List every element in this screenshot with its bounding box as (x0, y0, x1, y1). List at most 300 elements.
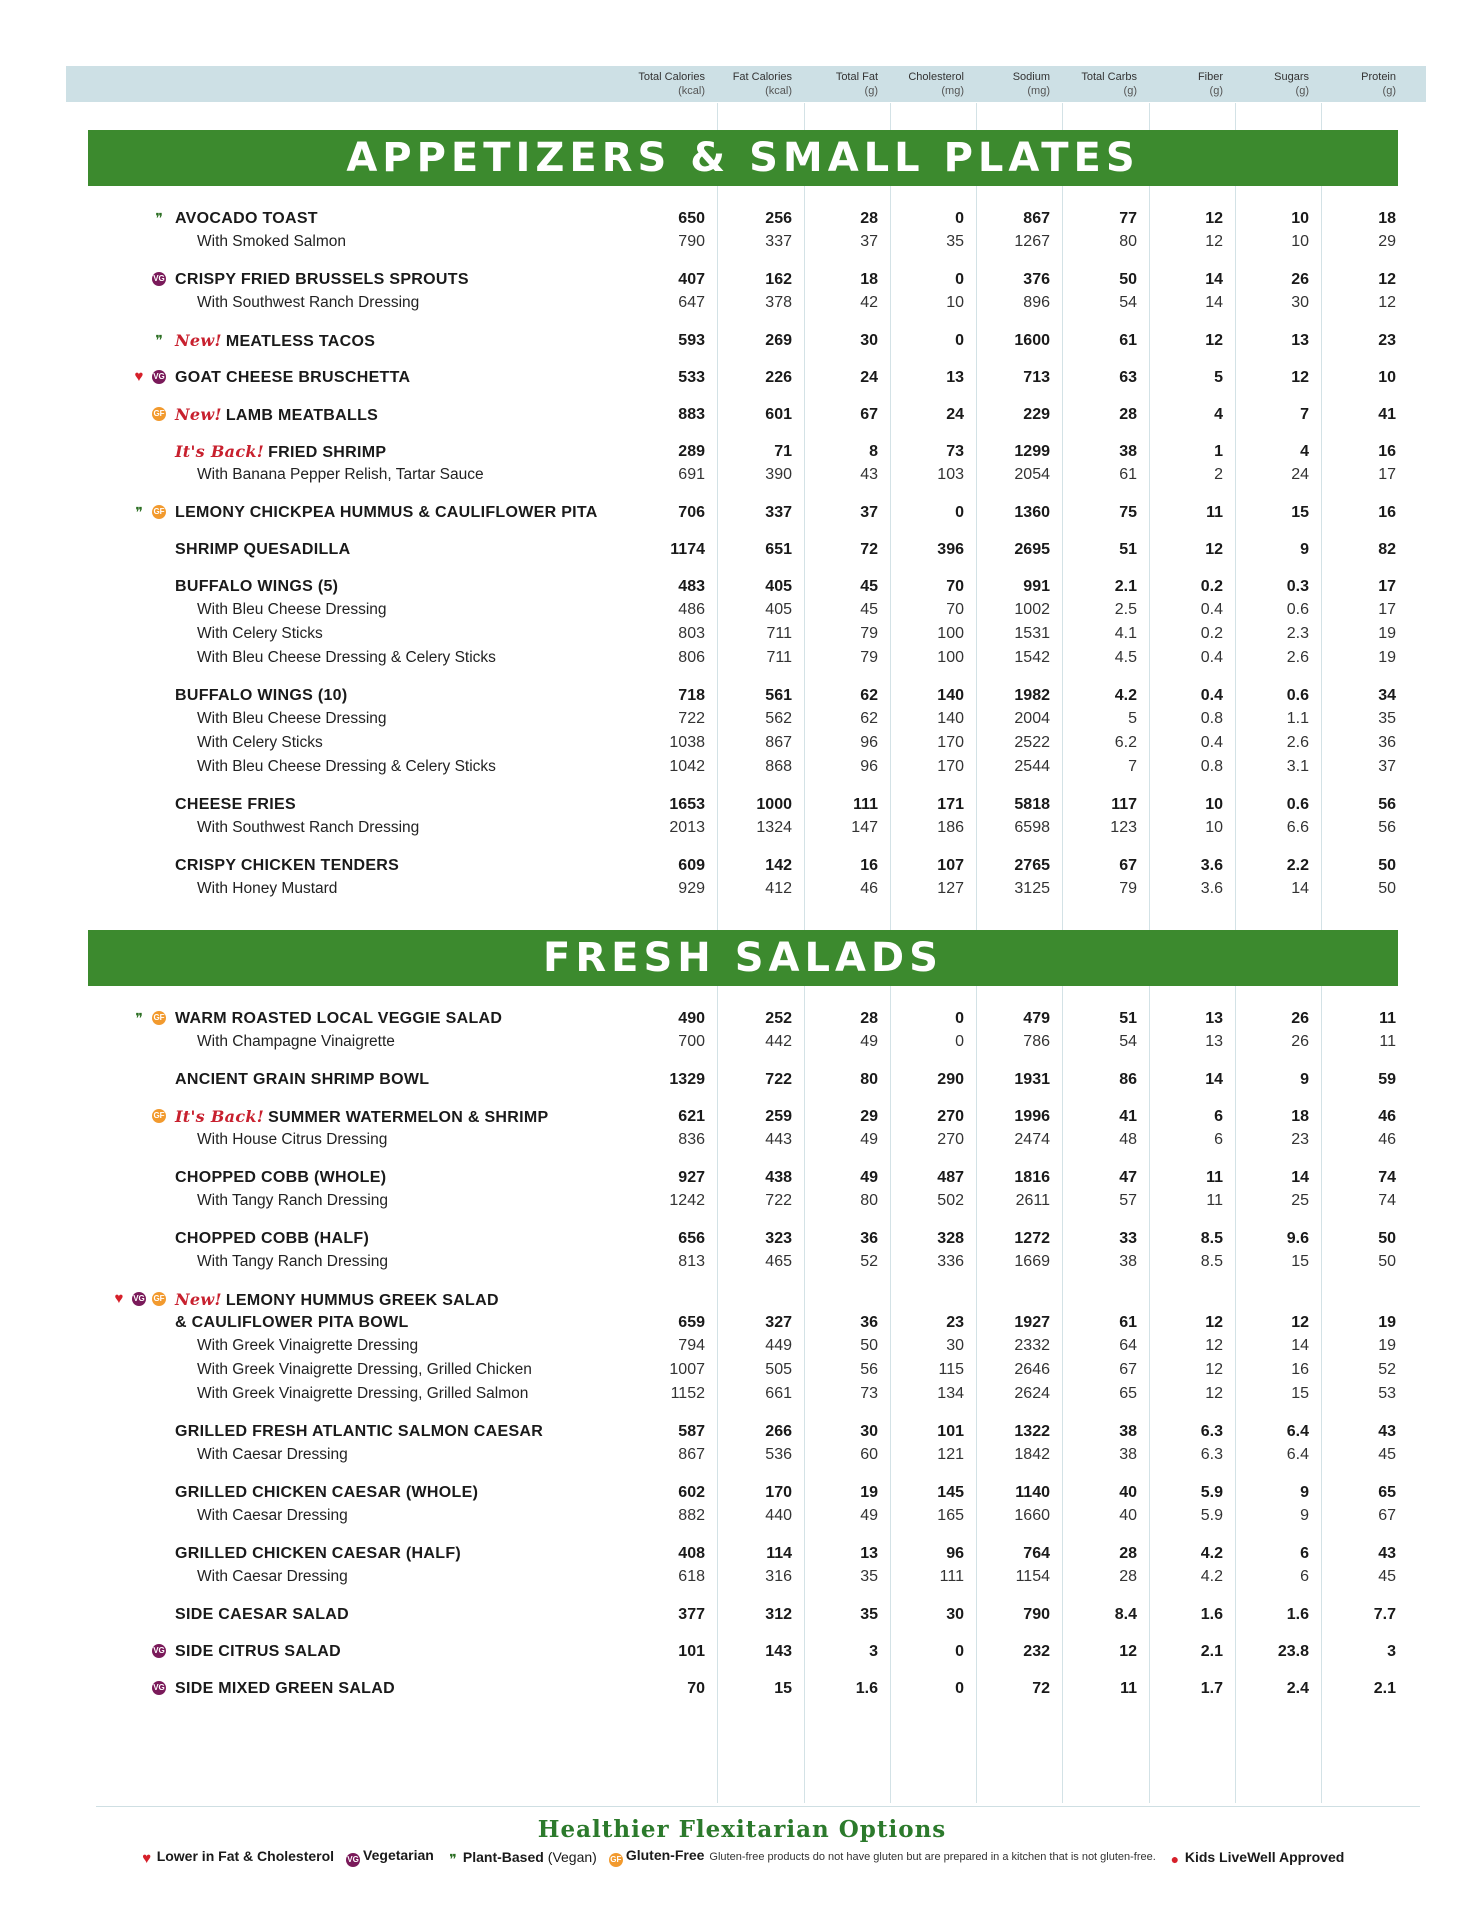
nutrition-value: 25 (1291, 1192, 1309, 1209)
nutrition-value: 11 (1206, 504, 1223, 521)
nutrition-value: 67 (1119, 857, 1137, 874)
nutrition-value: 1329 (669, 1071, 705, 1088)
nutrition-value: 54 (1119, 294, 1137, 311)
nutrition-value: 412 (765, 880, 792, 897)
nutrition-value: 24 (946, 406, 964, 423)
nutrition-value: 289 (678, 443, 705, 460)
item-name-text: SIDE CITRUS SALAD (175, 1643, 341, 1660)
item-name-text: With Caesar Dressing (197, 1446, 348, 1463)
gluten-free-icon: GF (609, 1853, 623, 1867)
nutrition-value: 711 (766, 625, 792, 642)
column-header-label: Cholesterol (908, 71, 964, 83)
nutrition-value: 15 (1291, 1385, 1309, 1402)
nutrition-value: 43 (860, 466, 878, 483)
column-header-label: Fat Calories (732, 71, 792, 83)
legend-item (346, 1847, 434, 1867)
nutrition-value: 312 (765, 1606, 792, 1623)
menu-item-variant-row (0, 1444, 1484, 1466)
nutrition-value: 51 (1119, 1010, 1137, 1027)
nutrition-value: 2054 (1014, 466, 1050, 483)
nutrition-value: 80 (860, 1192, 878, 1209)
nutrition-value: 35 (946, 233, 964, 250)
nutrition-value: 883 (678, 406, 705, 423)
nutrition-value: 186 (937, 819, 964, 836)
nutrition-value: 2765 (1014, 857, 1050, 874)
nutrition-value: 12 (1119, 1643, 1137, 1660)
nutrition-value: 6.4 (1286, 1423, 1309, 1440)
nutrition-value: 23 (946, 1314, 964, 1331)
item-name (175, 1289, 499, 1312)
nutrition-value: 13 (1205, 1033, 1223, 1050)
nutrition-value: 440 (765, 1507, 792, 1524)
item-name (175, 1641, 341, 1663)
item-name-text: SHRIMP QUESADILLA (175, 541, 351, 558)
gluten-free-icon: GF (152, 505, 166, 519)
menu-item-variant-row (0, 756, 1484, 778)
variant-name (197, 817, 419, 839)
nutrition-value: 70 (946, 578, 964, 595)
menu-item-variant-row (0, 231, 1484, 253)
item-name-text: GOAT CHEESE BRUSCHETTA (175, 369, 411, 386)
nutrition-value: 6.4 (1286, 1446, 1309, 1463)
column-header (692, 70, 792, 98)
nutrition-value: 700 (678, 1033, 705, 1050)
item-name (175, 269, 469, 291)
nutrition-value: 1002 (1014, 601, 1050, 618)
nutrition-value: 19 (1378, 1314, 1396, 1331)
nutrition-value: 232 (1023, 1643, 1050, 1660)
nutrition-value: 229 (1023, 406, 1050, 423)
nutrition-value: 79 (860, 649, 878, 666)
nutrition-value: 2.1 (1114, 578, 1137, 595)
nutrition-value: 38 (1119, 1253, 1137, 1270)
nutrition-value: 12 (1205, 541, 1223, 558)
nutrition-value: 52 (1378, 1361, 1396, 1378)
nutrition-value: 786 (1023, 1033, 1050, 1050)
menu-item-row (0, 1008, 1484, 1030)
menu-item-row (0, 1604, 1484, 1626)
nutrition-value: 70 (946, 601, 964, 618)
item-name (175, 539, 350, 561)
nutrition-value: 533 (678, 369, 705, 386)
menu-item-variant-row (0, 599, 1484, 621)
nutrition-value: 316 (765, 1568, 792, 1585)
nutrition-value: 4.2 (1200, 1545, 1223, 1562)
item-name-text: With Caesar Dressing (197, 1568, 348, 1585)
nutrition-value: 86 (1119, 1071, 1137, 1088)
menu-item-variant-row (0, 1251, 1484, 1273)
nutrition-value: 11 (1120, 1680, 1137, 1697)
nutrition-value: 19 (1378, 1337, 1396, 1354)
variant-name (197, 1505, 348, 1527)
item-name-text: With House Citrus Dressing (197, 1131, 388, 1148)
item-name-text: With Bleu Cheese Dressing & Celery Sticks (197, 649, 496, 666)
variant-name (197, 599, 387, 621)
nutrition-value: 483 (678, 578, 705, 595)
item-name-text: With Tangy Ranch Dressing (197, 1253, 388, 1270)
vegetarian-icon: VG (152, 370, 166, 384)
nutrition-value: 28 (860, 1010, 878, 1027)
nutrition-value: 2332 (1014, 1337, 1050, 1354)
nutrition-value: 0.4 (1200, 649, 1223, 666)
variant-name (197, 292, 419, 314)
nutrition-value: 0.3 (1286, 578, 1309, 595)
nutrition-value: 806 (678, 649, 705, 666)
item-name-text: SUMMER WATERMELON & SHRIMP (268, 1109, 549, 1126)
nutrition-value: 991 (1023, 578, 1050, 595)
nutrition-value: 1996 (1014, 1108, 1050, 1125)
nutrition-value: 73 (860, 1385, 878, 1402)
column-header-unit: (g) (1209, 85, 1223, 97)
nutrition-value: 46 (1378, 1131, 1396, 1148)
nutrition-value: 15 (1291, 1253, 1309, 1270)
item-name-text: & CAULIFLOWER PITA BOWL (175, 1314, 409, 1331)
nutrition-value: 23 (1378, 332, 1396, 349)
nutrition-value: 57 (1119, 1192, 1137, 1209)
menu-item-variant-row (0, 1359, 1484, 1381)
nutrition-value: 134 (937, 1385, 964, 1402)
nutrition-value: 79 (1119, 880, 1137, 897)
diet-icons (112, 1292, 172, 1308)
nutrition-value: 4.1 (1114, 625, 1137, 642)
nutrition-value: 61 (1119, 466, 1137, 483)
vegetarian-icon: VG (346, 1853, 360, 1867)
nutrition-value: 38 (1119, 443, 1137, 460)
variant-name (197, 1031, 395, 1053)
nutrition-value: 1 (1214, 443, 1223, 460)
nutrition-value: 11 (1206, 1169, 1223, 1186)
nutrition-value: 12 (1291, 369, 1309, 386)
item-name (175, 1543, 461, 1565)
nutrition-value: 72 (1032, 1680, 1050, 1697)
nutrition-value: 79 (860, 625, 878, 642)
nutrition-value: 0.4 (1200, 687, 1223, 704)
nutrition-value: 37 (860, 233, 878, 250)
nutrition-value: 140 (937, 687, 964, 704)
nutrition-value: 505 (765, 1361, 792, 1378)
nutrition-value: 691 (678, 466, 705, 483)
nutrition-value: 23.8 (1277, 1643, 1309, 1660)
item-name-text: GRILLED FRESH ATLANTIC SALMON CAESAR (175, 1423, 544, 1440)
column-header (864, 70, 964, 98)
nutrition-value: 764 (1023, 1545, 1050, 1562)
legend-extra: (Vegan) (547, 1848, 597, 1865)
nutrition-value: 1531 (1014, 625, 1050, 642)
nutrition-value: 0.8 (1200, 710, 1223, 727)
nutrition-value: 803 (678, 625, 705, 642)
nutrition-value: 80 (1119, 233, 1137, 250)
nutrition-value: 0 (955, 1680, 964, 1697)
nutrition-value: 12 (1205, 1361, 1223, 1378)
nutrition-value: 33 (1119, 1230, 1137, 1247)
item-tag: It's Back! (175, 1107, 265, 1126)
menu-item-variant-row (0, 464, 1484, 486)
footer-divider (96, 1806, 1420, 1807)
column-header (1296, 70, 1396, 98)
nutrition-value: 15 (774, 1680, 792, 1697)
nutrition-value: 1324 (756, 819, 792, 836)
nutrition-value: 1267 (1014, 233, 1050, 250)
nutrition-value: 96 (860, 734, 878, 751)
nutrition-value: 43 (1378, 1423, 1396, 1440)
nutrition-value: 19 (860, 1484, 878, 1501)
nutrition-value: 17 (1378, 601, 1396, 618)
nutrition-value: 10 (946, 294, 964, 311)
item-name (175, 1482, 478, 1504)
variant-name (197, 708, 387, 730)
menu-item-row (0, 576, 1484, 598)
nutrition-value: 49 (860, 1507, 878, 1524)
variant-name (197, 1383, 528, 1405)
nutrition-value: 140 (937, 710, 964, 727)
nutrition-value: 147 (851, 819, 878, 836)
nutrition-value: 2624 (1014, 1385, 1050, 1402)
nutrition-value: 867 (1023, 210, 1050, 227)
nutrition-value: 107 (937, 857, 964, 874)
nutrition-value: 16 (860, 857, 878, 874)
diet-icons (152, 1681, 172, 1697)
item-name-text: With Celery Sticks (197, 625, 323, 642)
item-name-text: WARM ROASTED LOCAL VEGGIE SALAD (175, 1010, 503, 1027)
nutrition-value: 101 (937, 1423, 964, 1440)
nutrition-value: 438 (765, 1169, 792, 1186)
menu-item-row (0, 685, 1484, 707)
nutrition-value: 170 (937, 734, 964, 751)
nutrition-value: 123 (1110, 819, 1137, 836)
nutrition-value: 651 (765, 541, 792, 558)
icon-legend (0, 1847, 1484, 1867)
nutrition-value: 5.9 (1200, 1484, 1223, 1501)
nutrition-value: 0 (955, 1010, 964, 1027)
menu-item-variant-row (0, 1129, 1484, 1151)
variant-name (197, 1251, 388, 1273)
nutrition-value: 18 (1291, 1108, 1309, 1125)
menu-item-variant-row (0, 647, 1484, 669)
nutrition-value: 656 (678, 1230, 705, 1247)
nutrition-value: 2013 (669, 819, 705, 836)
nutrition-value: 706 (678, 504, 705, 521)
nutrition-value: 9 (1300, 1507, 1309, 1524)
menu-item-variant-row (0, 1335, 1484, 1357)
nutrition-value: 24 (1291, 466, 1309, 483)
nutrition-value: 14 (1291, 1169, 1309, 1186)
nutrition-value: 12 (1205, 332, 1223, 349)
nutrition-value: 2.5 (1114, 601, 1137, 618)
diet-icons (152, 1644, 172, 1660)
nutrition-value: 2522 (1014, 734, 1050, 751)
nutrition-value: 5.9 (1200, 1507, 1223, 1524)
nutrition-value: 0 (955, 210, 964, 227)
nutrition-value: 6.6 (1286, 819, 1309, 836)
nutrition-value: 74 (1378, 1169, 1396, 1186)
nutrition-value: 26 (1291, 1033, 1309, 1050)
nutrition-value: 3.6 (1200, 880, 1223, 897)
gluten-free-icon: GF (152, 1011, 166, 1025)
nutrition-value: 50 (1378, 857, 1396, 874)
nutrition-value: 5 (1214, 369, 1223, 386)
nutrition-value: 9 (1300, 1071, 1309, 1088)
nutrition-value: 34 (1378, 687, 1396, 704)
nutrition-value: 30 (946, 1337, 964, 1354)
nutrition-value: 16 (1291, 1361, 1309, 1378)
nutrition-value: 1038 (669, 734, 705, 751)
variant-name (197, 1190, 388, 1212)
nutrition-value: 18 (860, 271, 878, 288)
nutrition-value: 30 (860, 332, 878, 349)
menu-item-variant-row (0, 1505, 1484, 1527)
variant-name (197, 647, 496, 669)
nutrition-value: 396 (937, 541, 964, 558)
nutrition-value: 561 (765, 687, 792, 704)
nutrition-value: 2544 (1014, 758, 1050, 775)
nutrition-value: 162 (765, 271, 792, 288)
heart-icon: ♥ (114, 1290, 124, 1307)
nutrition-value: 0.6 (1286, 796, 1309, 813)
nutrition-value: 6 (1214, 1131, 1223, 1148)
nutrition-value: 722 (678, 710, 705, 727)
diet-icons (152, 211, 172, 227)
nutrition-value: 13 (1205, 1010, 1223, 1027)
menu-item-row (0, 855, 1484, 877)
plant-based-leaf-icon: ❞ (135, 1010, 143, 1026)
nutrition-value: 593 (678, 332, 705, 349)
item-name-text: With Greek Vinaigrette Dressing, Grilled Chicken (197, 1361, 532, 1378)
menu-item-variant-row (0, 878, 1484, 900)
menu-item-row (0, 1312, 1484, 1334)
nutrition-value: 101 (678, 1643, 705, 1660)
nutrition-value: 14 (1205, 294, 1223, 311)
nutrition-value: 15 (1291, 504, 1309, 521)
nutrition-value: 407 (678, 271, 705, 288)
item-name (175, 576, 338, 598)
nutrition-value: 14 (1291, 880, 1309, 897)
nutrition-value: 376 (1023, 271, 1050, 288)
item-name-text: With Bleu Cheese Dressing (197, 601, 387, 618)
nutrition-value: 659 (678, 1314, 705, 1331)
legend-label: Vegetarian (363, 1847, 434, 1863)
column-header (950, 70, 1050, 98)
section-banner: FRESH SALADS (88, 930, 1398, 986)
nutrition-value: 1242 (669, 1192, 705, 1209)
nutrition-value: 18 (1378, 210, 1396, 227)
nutrition-value: 49 (860, 1169, 878, 1186)
nutrition-value: 2.3 (1286, 625, 1309, 642)
nutrition-value: 650 (678, 210, 705, 227)
nutrition-value: 711 (766, 649, 792, 666)
item-name-text: AVOCADO TOAST (175, 210, 318, 227)
nutrition-value: 26 (1291, 1010, 1309, 1027)
nutrition-value: 111 (853, 796, 878, 813)
menu-item-row (0, 441, 1484, 463)
nutrition-value: 1542 (1014, 649, 1050, 666)
menu-item-row (0, 404, 1484, 426)
nutrition-value: 41 (1119, 1108, 1137, 1125)
nutrition-value: 1042 (669, 758, 705, 775)
nutrition-value: 1322 (1014, 1423, 1050, 1440)
nutrition-value: 4 (1300, 443, 1309, 460)
nutrition-value: 16 (1378, 443, 1396, 460)
nutrition-value: 56 (1378, 796, 1396, 813)
nutrition-value: 67 (1119, 1361, 1137, 1378)
nutrition-value: 0.6 (1286, 687, 1309, 704)
nutrition-value: 62 (860, 710, 878, 727)
nutrition-value: 1982 (1014, 687, 1050, 704)
nutrition-value: 59 (1378, 1071, 1396, 1088)
gluten-free-icon: GF (152, 407, 166, 421)
diet-icons (152, 272, 172, 288)
legend-label: Kids LiveWell Approved (1184, 1848, 1345, 1865)
nutrition-value: 465 (765, 1253, 792, 1270)
nutrition-value: 390 (765, 466, 792, 483)
nutrition-value: 30 (860, 1423, 878, 1440)
nutrition-value: 17 (1378, 578, 1396, 595)
menu-item-row (0, 1167, 1484, 1189)
nutrition-value: 14 (1291, 1337, 1309, 1354)
nutrition-value: 408 (678, 1545, 705, 1562)
nutrition-value: 65 (1378, 1484, 1396, 1501)
item-name (175, 367, 410, 389)
nutrition-value: 1.1 (1286, 710, 1309, 727)
item-name-text: CHOPPED COBB (WHOLE) (175, 1169, 387, 1186)
nutrition-value: 63 (1119, 369, 1137, 386)
nutrition-value: 328 (937, 1230, 964, 1247)
nutrition-value: 61 (1119, 1314, 1137, 1331)
diet-icons (132, 505, 172, 521)
nutrition-value: 50 (1378, 1253, 1396, 1270)
nutrition-value: 29 (860, 1108, 878, 1125)
nutrition-value: 1660 (1014, 1507, 1050, 1524)
nutrition-value: 2.6 (1286, 649, 1309, 666)
vegetarian-icon: VG (152, 1681, 166, 1695)
nutrition-value: 67 (1378, 1507, 1396, 1524)
nutrition-value: 40 (1119, 1484, 1137, 1501)
nutrition-value: 5 (1128, 710, 1137, 727)
nutrition-value: 337 (765, 504, 792, 521)
nutrition-value: 3 (1387, 1643, 1396, 1660)
nutrition-value: 1174 (670, 541, 705, 558)
nutrition-value: 12 (1205, 1314, 1223, 1331)
legend-label: Lower in Fat & Cholesterol (156, 1848, 335, 1864)
nutrition-value: 377 (678, 1606, 705, 1623)
nutrition-value: 171 (937, 796, 964, 813)
nutrition-value: 52 (860, 1253, 878, 1270)
footer-title: Healthier Flexitarian Options (537, 1816, 947, 1843)
diet-icons (152, 407, 172, 423)
nutrition-value: 661 (765, 1385, 792, 1402)
variant-name (197, 464, 484, 486)
nutrition-value: 42 (860, 294, 878, 311)
nutrition-value: 1154 (1015, 1568, 1050, 1585)
nutrition-value: 11 (1206, 1192, 1223, 1209)
nutrition-value: 4.2 (1114, 687, 1137, 704)
item-name-text: BUFFALO WINGS (10) (175, 687, 348, 704)
item-name (175, 855, 399, 877)
nutrition-value: 252 (765, 1010, 792, 1027)
nutrition-value: 16 (1378, 504, 1396, 521)
nutrition-value: 2.1 (1200, 1643, 1223, 1660)
nutrition-value: 28 (860, 210, 878, 227)
nutrition-value: 14 (1205, 271, 1223, 288)
diet-icons (152, 1109, 172, 1125)
nutrition-value: 29 (1378, 233, 1396, 250)
item-name-text: CRISPY CHICKEN TENDERS (175, 857, 400, 874)
column-header-unit: (g) (1382, 85, 1396, 97)
nutrition-value: 536 (765, 1446, 792, 1463)
variant-name (197, 878, 337, 900)
nutrition-value: 1.6 (1200, 1606, 1223, 1623)
menu-item-row (0, 539, 1484, 561)
legend-label: Plant-Based (462, 1848, 544, 1865)
